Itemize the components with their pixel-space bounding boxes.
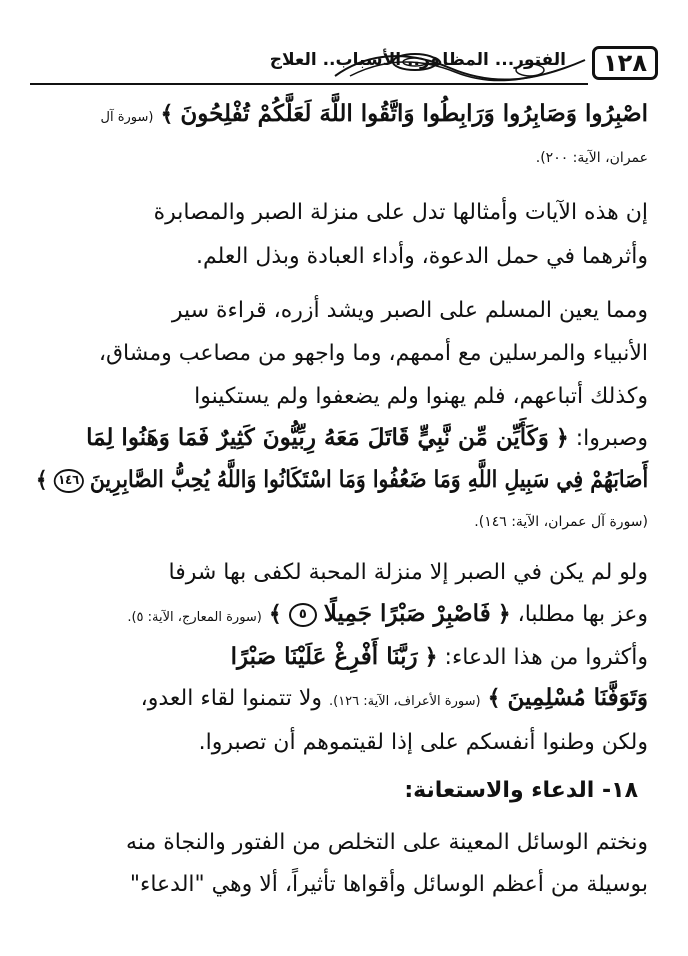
paragraph-text: وصبروا: (575, 426, 648, 451)
paragraph-line: وكذلك أتباعهم، فلم يهنوا ولم يضعفوا ولم يستكينوا (194, 384, 648, 409)
quran-verse: أَصَابَهُمْ فِي سَبِيلِ اللَّهِ وَمَا ضَعُفُوا وَمَا اسْتَكَانُوا وَاللَّهُ يُحِبُّ الصَّابِرِينَ (89, 466, 648, 493)
page-header (30, 46, 658, 90)
paragraph-text: وعز بها مطلبا، (517, 602, 648, 627)
bracket-close: ﴾ (487, 685, 501, 711)
quran-verse: وَتَوَفَّنَا مُسْلِمِينَ (507, 684, 648, 711)
bracket-open: ﴿ (555, 425, 569, 451)
ayah-number: ٥ (289, 603, 317, 627)
running-title: الفتور... المظاهر.. الأسباب.. العلاج (269, 50, 566, 70)
bracket-close: ﴾ (268, 601, 282, 627)
bracket-open: ﴿ (424, 644, 438, 670)
paragraph-line-with-verse (86, 424, 648, 452)
bracket-open: ﴿ (497, 601, 511, 627)
quran-verse: فَاصْبِرْ صَبْرًا جَمِيلًا (323, 600, 491, 627)
bracket-close: ﴾ (160, 101, 174, 127)
verse-line (36, 466, 648, 494)
paragraph-line-with-verse (127, 600, 648, 628)
paragraph-text: وأكثروا من هذا الدعاء: (444, 645, 648, 670)
paragraph-line-with-verse (231, 643, 648, 671)
reference-line: عمران، الآية: ٢٠٠). (535, 150, 648, 166)
paragraph-line: بوسيلة من أعظم الوسائل وأقواها تأثيراً، ألا وهي "الدعاء" (129, 872, 648, 897)
paragraph-line: إن هذه الآيات وأمثالها تدل على منزلة الصبر والمصابرة (153, 200, 648, 225)
surah-reference: (سورة المعارج، الآية: ٥). (127, 610, 262, 625)
page-number: ١٢٨ (592, 46, 658, 80)
ayah-number: ١٤٦ (54, 469, 84, 493)
reference-line: (سورة آل عمران، الآية: ١٤٦). (474, 514, 648, 530)
paragraph-line: ومما يعين المسلم على الصبر ويشد أزره، قراءة سير (171, 298, 648, 323)
paragraph-text: ولا تتمنوا لقاء العدو، (140, 686, 322, 711)
bracket-close: ﴾ (35, 467, 48, 493)
header-rule (30, 83, 588, 85)
verse-line-1 (101, 100, 648, 128)
section-heading: ١٨- الدعاء والاستعانة: (404, 778, 638, 803)
quran-verse: اصْبِرُوا وَصَابِرُوا وَرَابِطُوا وَاتَّقُوا اللَّهَ لَعَلَّكُمْ تُفْلِحُونَ (180, 100, 648, 127)
surah-reference: (سورة آل (100, 110, 154, 125)
quran-verse: رَبَّنَا أَفْرِغْ عَلَيْنَا صَبْرًا (230, 643, 418, 670)
verse-line (141, 684, 648, 712)
paragraph-line: الأنبياء والمرسلين مع أممهم، وما واجهو من مصاعب ومشاق، (98, 341, 648, 366)
paragraph-line: ونختم الوسائل المعينة على التخلص من الفتور والنجاة منه (126, 830, 648, 855)
surah-reference: (سورة الأعراف، الآية: ١٢٦). (328, 694, 481, 709)
paragraph-line: ولكن وطنوا أنفسكم على إذا لقيتموهم أن تصبروا. (198, 730, 648, 755)
paragraph-line: ولو لم يكن في الصبر إلا منزلة المحبة لكفى بها شرفا (168, 560, 648, 585)
quran-verse: وَكَأَيِّن مِّن نَّبِيٍّ قَاتَلَ مَعَهُ رِبِّيُّونَ كَثِيرٌ فَمَا وَهَنُوا لِمَا (86, 424, 549, 451)
paragraph-line: وأثرهما في حمل الدعوة، وأداء العبادة وبذل العلم. (196, 244, 648, 269)
